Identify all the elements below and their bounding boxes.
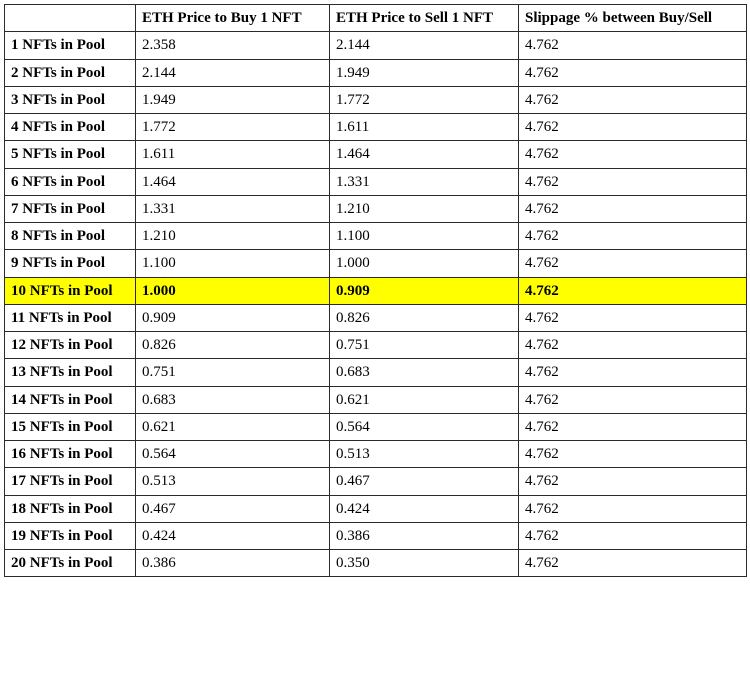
row-label: 7 NFTs in Pool — [5, 195, 136, 222]
cell-slippage: 4.762 — [519, 32, 747, 59]
cell-slippage: 4.762 — [519, 250, 747, 277]
cell-slippage: 4.762 — [519, 141, 747, 168]
cell-slippage: 4.762 — [519, 195, 747, 222]
row-label: 12 NFTs in Pool — [5, 332, 136, 359]
row-label: 2 NFTs in Pool — [5, 59, 136, 86]
table-row — [5, 441, 747, 468]
cell-slippage: 4.762 — [519, 86, 747, 113]
row-label: 4 NFTs in Pool — [5, 114, 136, 141]
cell-slippage: 4.762 — [519, 386, 747, 413]
table-row — [5, 413, 747, 440]
cell-slippage: 4.762 — [519, 223, 747, 250]
cell-slippage: 4.762 — [519, 304, 747, 331]
table-row — [5, 522, 747, 549]
cell-buy-price: 1.331 — [136, 195, 330, 222]
table-row — [5, 168, 747, 195]
row-label: 9 NFTs in Pool — [5, 250, 136, 277]
cell-sell-price: 0.751 — [330, 332, 519, 359]
cell-buy-price: 1.611 — [136, 141, 330, 168]
cell-sell-price: 0.564 — [330, 413, 519, 440]
cell-slippage: 4.762 — [519, 359, 747, 386]
row-label: 1 NFTs in Pool — [5, 32, 136, 59]
cell-slippage: 4.762 — [519, 114, 747, 141]
row-label: 19 NFTs in Pool — [5, 522, 136, 549]
row-label: 5 NFTs in Pool — [5, 141, 136, 168]
cell-sell-price: 0.467 — [330, 468, 519, 495]
table-row — [5, 141, 747, 168]
cell-buy-price: 0.751 — [136, 359, 330, 386]
cell-slippage: 4.762 — [519, 168, 747, 195]
table-corner-cell — [5, 5, 136, 32]
cell-buy-price: 2.144 — [136, 59, 330, 86]
table-row — [5, 386, 747, 413]
table-row — [5, 495, 747, 522]
cell-slippage: 4.762 — [519, 550, 747, 577]
column-header-sell-price: ETH Price to Sell 1 NFT — [330, 5, 519, 32]
row-label: 18 NFTs in Pool — [5, 495, 136, 522]
cell-buy-price: 0.683 — [136, 386, 330, 413]
row-label: 10 NFTs in Pool — [5, 277, 136, 304]
cell-slippage: 4.762 — [519, 332, 747, 359]
cell-buy-price: 1.100 — [136, 250, 330, 277]
cell-sell-price: 2.144 — [330, 32, 519, 59]
table-row — [5, 59, 747, 86]
cell-sell-price: 0.386 — [330, 522, 519, 549]
cell-sell-price: 1.000 — [330, 250, 519, 277]
cell-sell-price: 0.909 — [330, 277, 519, 304]
row-label: 11 NFTs in Pool — [5, 304, 136, 331]
cell-buy-price: 1.949 — [136, 86, 330, 113]
cell-sell-price: 1.464 — [330, 141, 519, 168]
cell-sell-price: 0.513 — [330, 441, 519, 468]
cell-sell-price: 1.611 — [330, 114, 519, 141]
table-row — [5, 195, 747, 222]
cell-slippage: 4.762 — [519, 59, 747, 86]
cell-buy-price: 1.464 — [136, 168, 330, 195]
cell-slippage: 4.762 — [519, 413, 747, 440]
row-label: 17 NFTs in Pool — [5, 468, 136, 495]
cell-buy-price: 0.513 — [136, 468, 330, 495]
cell-buy-price: 0.826 — [136, 332, 330, 359]
cell-sell-price: 1.100 — [330, 223, 519, 250]
table-header-row — [5, 5, 747, 32]
cell-buy-price: 0.909 — [136, 304, 330, 331]
cell-buy-price: 0.386 — [136, 550, 330, 577]
cell-buy-price: 0.424 — [136, 522, 330, 549]
cell-buy-price: 0.621 — [136, 413, 330, 440]
table-row — [5, 250, 747, 277]
cell-sell-price: 0.683 — [330, 359, 519, 386]
cell-buy-price: 1.210 — [136, 223, 330, 250]
cell-buy-price: 1.000 — [136, 277, 330, 304]
cell-slippage: 4.762 — [519, 468, 747, 495]
cell-sell-price: 0.350 — [330, 550, 519, 577]
table-row — [5, 550, 747, 577]
column-header-slippage: Slippage % between Buy/Sell — [519, 5, 747, 32]
cell-sell-price: 1.331 — [330, 168, 519, 195]
cell-buy-price: 1.772 — [136, 114, 330, 141]
table-row — [5, 86, 747, 113]
row-label: 13 NFTs in Pool — [5, 359, 136, 386]
cell-sell-price: 0.826 — [330, 304, 519, 331]
cell-sell-price: 1.210 — [330, 195, 519, 222]
table-body — [5, 32, 747, 577]
row-label: 16 NFTs in Pool — [5, 441, 136, 468]
cell-slippage: 4.762 — [519, 277, 747, 304]
row-label: 3 NFTs in Pool — [5, 86, 136, 113]
cell-slippage: 4.762 — [519, 522, 747, 549]
row-label: 6 NFTs in Pool — [5, 168, 136, 195]
table-row — [5, 359, 747, 386]
row-label: 14 NFTs in Pool — [5, 386, 136, 413]
table-row — [5, 277, 747, 304]
column-header-buy-price: ETH Price to Buy 1 NFT — [136, 5, 330, 32]
cell-sell-price: 0.621 — [330, 386, 519, 413]
row-label: 15 NFTs in Pool — [5, 413, 136, 440]
cell-sell-price: 1.949 — [330, 59, 519, 86]
table-row — [5, 223, 747, 250]
row-label: 20 NFTs in Pool — [5, 550, 136, 577]
table-row — [5, 114, 747, 141]
table-row — [5, 332, 747, 359]
cell-sell-price: 1.772 — [330, 86, 519, 113]
row-label: 8 NFTs in Pool — [5, 223, 136, 250]
cell-slippage: 4.762 — [519, 495, 747, 522]
cell-buy-price: 2.358 — [136, 32, 330, 59]
nft-pool-pricing-table — [4, 4, 747, 577]
table-row — [5, 468, 747, 495]
table-row — [5, 304, 747, 331]
table-header — [5, 5, 747, 32]
cell-buy-price: 0.467 — [136, 495, 330, 522]
cell-buy-price: 0.564 — [136, 441, 330, 468]
cell-slippage: 4.762 — [519, 441, 747, 468]
table-row — [5, 32, 747, 59]
cell-sell-price: 0.424 — [330, 495, 519, 522]
